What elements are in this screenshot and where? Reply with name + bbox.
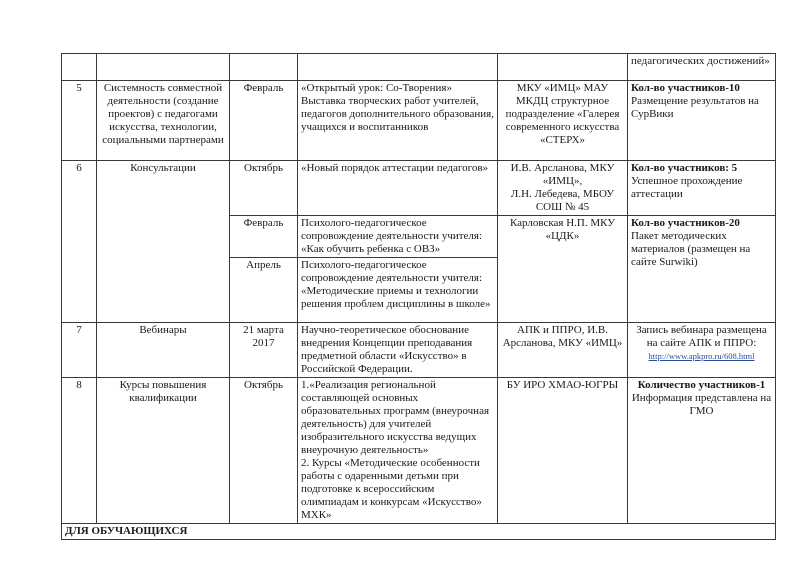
section-heading-row — [62, 524, 776, 540]
cell-content: «Открытый урок: Со-Творения» Выставка творческих работ учителей, педагогов дополнительного образования, учащихся и воспитанников — [298, 81, 498, 161]
cell-responsible: АПК и ППРО, И.В. Арсланова, МКУ «ИМЦ» — [498, 323, 628, 378]
cell-date: Октябрь — [230, 378, 298, 524]
section-heading: ДЛЯ ОБУЧАЮЩИХСЯ — [62, 524, 776, 540]
participants-count: Количество участников-1 — [637, 379, 766, 391]
cell-direction: Консультации — [97, 161, 230, 323]
cell-result: педагогических достижений» — [628, 54, 776, 81]
cell-responsible: БУ ИРО ХМАО-ЮГРЫ — [498, 378, 628, 524]
cell-content: 1.«Реализация региональной составляющей основных образовательных программ (внеурочная деятельность) для учителей изобразительного искусства ведущих внеурочную деятельность» 2. Курсы «Методические особенности работы с одаренными детьми при подготовке к всероссийским олимпиадам и конкурсам «Искусство» МХК» — [298, 378, 498, 524]
cell-num: 8 — [62, 378, 97, 524]
cell-date: Октябрь — [230, 161, 298, 216]
table-row-5 — [62, 81, 776, 161]
cell-responsible: Карловская Н.П. МКУ «ЦДК» — [498, 216, 628, 323]
cell-result — [628, 378, 776, 524]
cell-content: Научно-теоретическое обоснование внедрения Концепции преподавания предметной области «Искусство» в Российской Федерации. — [298, 323, 498, 378]
cell-num: 7 — [62, 323, 97, 378]
cell-result — [628, 81, 776, 161]
result-text: Успешное прохождение аттестации — [631, 175, 743, 200]
table-row-8 — [62, 378, 776, 524]
cell-date: 21 марта 2017 — [230, 323, 298, 378]
cell-content — [298, 54, 498, 81]
result-text: Размещение результатов на СурВики — [631, 95, 759, 120]
table-row-6-october — [62, 161, 776, 216]
cell-date: Апрель — [230, 258, 298, 323]
events-plan-table — [61, 53, 776, 540]
cell-result — [628, 161, 776, 216]
cell-content: Психолого-педагогическое сопровождение деятельности учителя: «Методические приемы и технологии решения проблем дисциплины в школе» — [298, 258, 498, 323]
table-row-7 — [62, 323, 776, 378]
cell-num: 6 — [62, 161, 97, 323]
participants-count: Кол-во участников-10 — [631, 82, 740, 94]
webinar-link[interactable]: http://www.apkpro.ru/608.html — [648, 351, 755, 361]
cell-responsible — [498, 54, 628, 81]
cell-num: 5 — [62, 81, 97, 161]
result-text: Информация представлена на ГМО — [631, 392, 772, 417]
cell-result — [628, 323, 776, 378]
participants-count: Кол-во участников: 5 — [631, 162, 738, 174]
cell-result — [628, 216, 776, 323]
cell-date: Февраль — [230, 216, 298, 258]
cell-date — [230, 54, 298, 81]
cell-direction: Системность совместной деятельности (создание проектов) с педагогами искусства, технологии, социальными партнерами — [97, 81, 230, 161]
cell-direction: Курсы повышения квалификации — [97, 378, 230, 524]
cell-num — [62, 54, 97, 81]
participants-count: Кол-во участников-20 — [631, 217, 740, 229]
cell-direction: Вебинары — [97, 323, 230, 378]
result-text: Запись вебинара размещена на сайте АПК и ППРО: — [636, 324, 767, 349]
cell-date: Февраль — [230, 81, 298, 161]
cell-content: Психолого-педагогическое сопровождение деятельности учителя: «Как обучить ребенка с ОВЗ» — [298, 216, 498, 258]
result-text: Пакет методических материалов (размещен на сайте Surwiki) — [631, 230, 751, 268]
table-row-continuation — [62, 54, 776, 81]
cell-direction — [97, 54, 230, 81]
cell-content: «Новый порядок аттестации педагогов» — [298, 161, 498, 216]
cell-responsible: МКУ «ИМЦ» МАУ МКДЦ структурное подразделение «Галерея современного искусства «СТЕРХ» — [498, 81, 628, 161]
cell-responsible: И.В. Арсланова, МКУ «ИМЦ», Л.Н. Лебедева, МБОУ СОШ № 45 — [498, 161, 628, 216]
